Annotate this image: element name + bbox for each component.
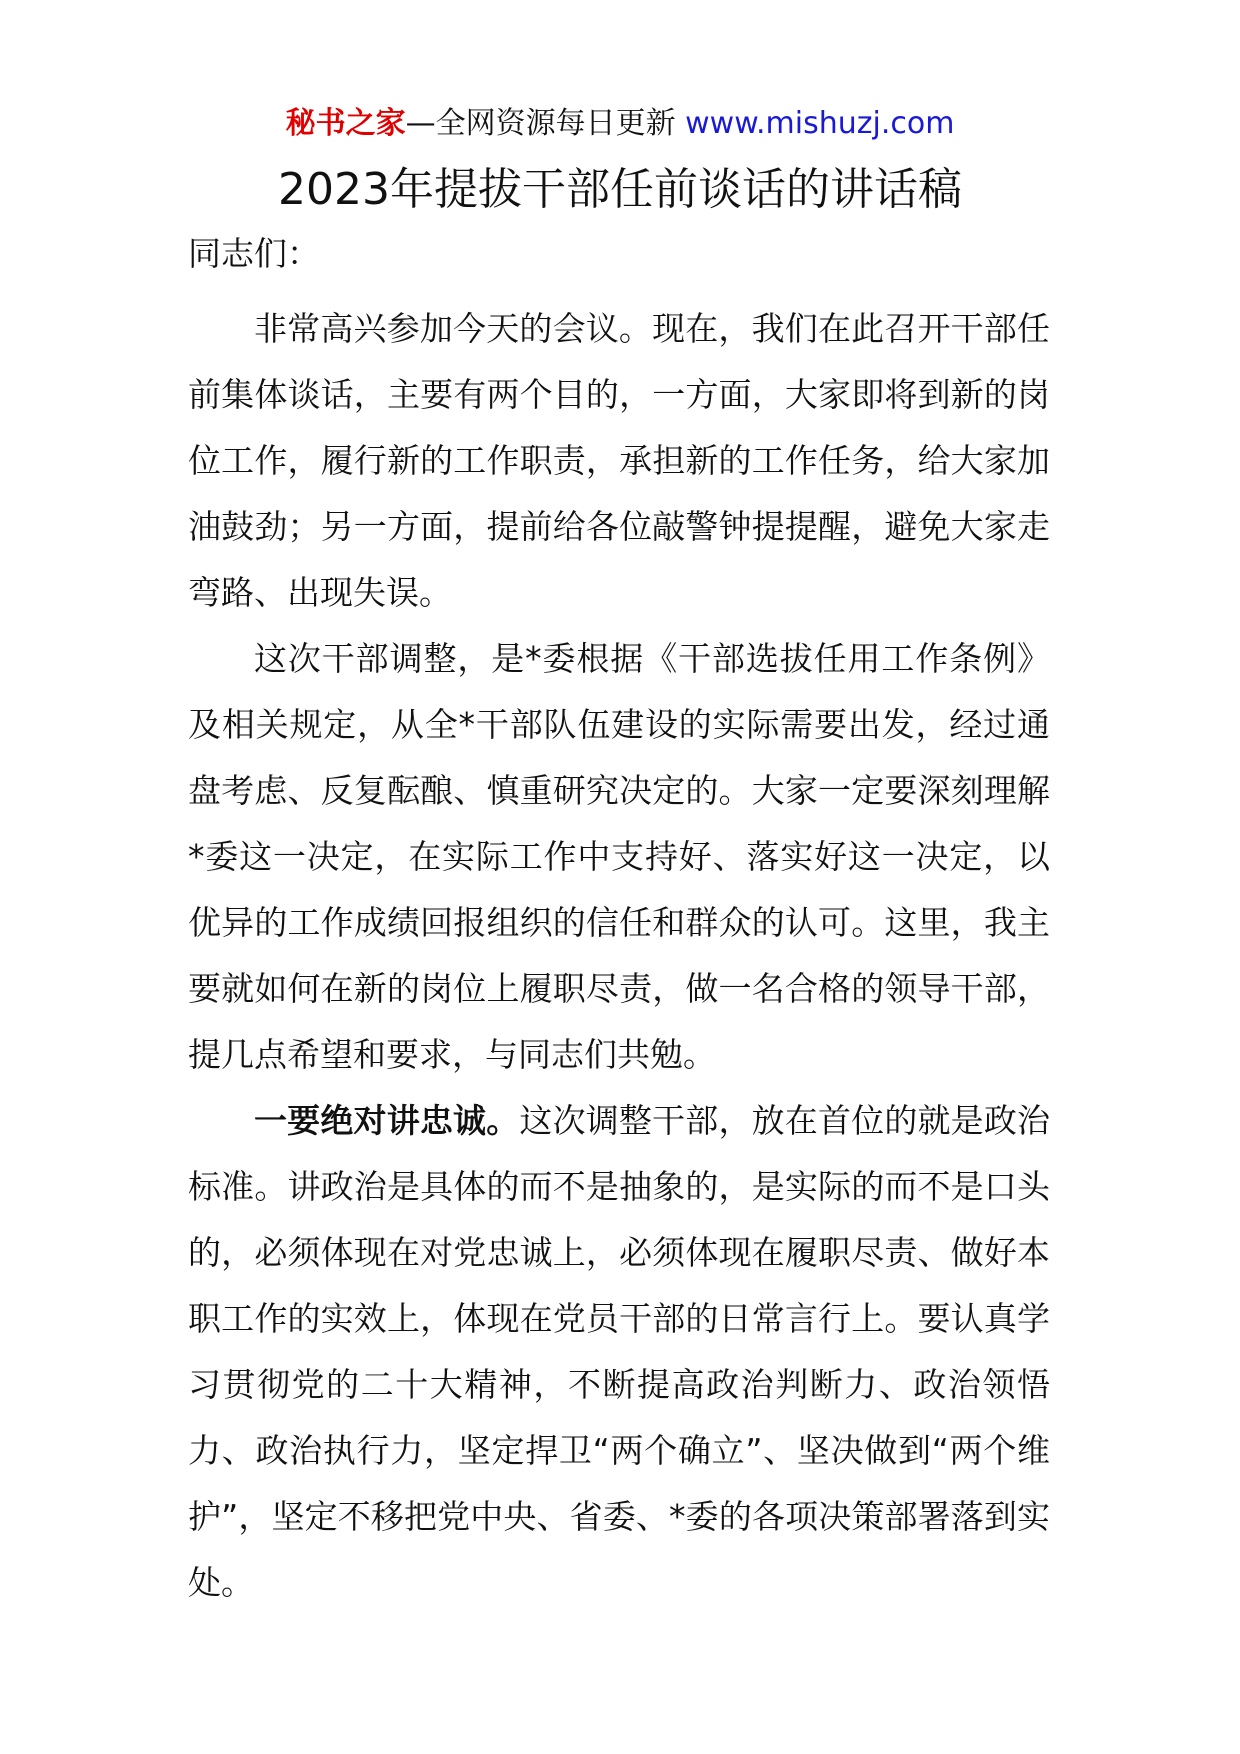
paragraph-text: 非常高兴参加今天的会议。现在，我们在此召开干部任前集体谈话，主要有两个目的，一方面，大家即将到新的岗位工作，履行新的工作职责，承担新的工作任务，给大家加油鼓劲；另一方面，提前给各位敲警钟提提醒，避免大家走弯路、出现失误。 [188,309,1050,612]
banner-tagline: —全网资源每日更新 [405,106,676,141]
paragraph-text: 这次调整干部，放在首位的就是政治标准。讲政治是具体的而不是抽象的，是实际的而不是口头的，必须体现在对党忠诚上，必须体现在履职尽责、做好本职工作的实效上，体现在党员干部的日常言行上。要认真学习贯彻党的二十大精神，不断提高政治判断力、政治领悟力、政治执行力，坚定捍卫“两个确立”、坚决做到“两个维护”，坚定不移把党中央、省委、*委的各项决策部署落到实处。 [188,1101,1051,1602]
brand-name: 秘书之家 [285,106,406,141]
paragraph [188,296,1050,626]
paragraph [188,1088,1050,1616]
paragraph [188,626,1050,1088]
salutation: 同志们： [188,234,320,273]
document-body [188,296,1050,1616]
site-url-link[interactable]: www.mishuzj.com [685,106,955,141]
paragraph-lead: 一要绝对讲忠诚。 [254,1101,520,1140]
site-banner [0,104,1240,144]
paragraph-text: 这次干部调整，是*委根据《干部选拔任用工作条例》及相关规定，从全*干部队伍建设的实际需要出发，经过通盘考虑、反复酝酿、慎重研究决定的。大家一定要深刻理解*委这一决定，在实际工作中支持好、落实好这一决定，以优异的工作成绩回报组织的信任和群众的认可。这里，我主要就如何在新的岗位上履职尽责，做一名合格的领导干部，提几点希望和要求，与同志们共勉。 [188,639,1050,1074]
document-title: 2023年提拔干部任前谈话的讲话稿 [278,164,962,215]
